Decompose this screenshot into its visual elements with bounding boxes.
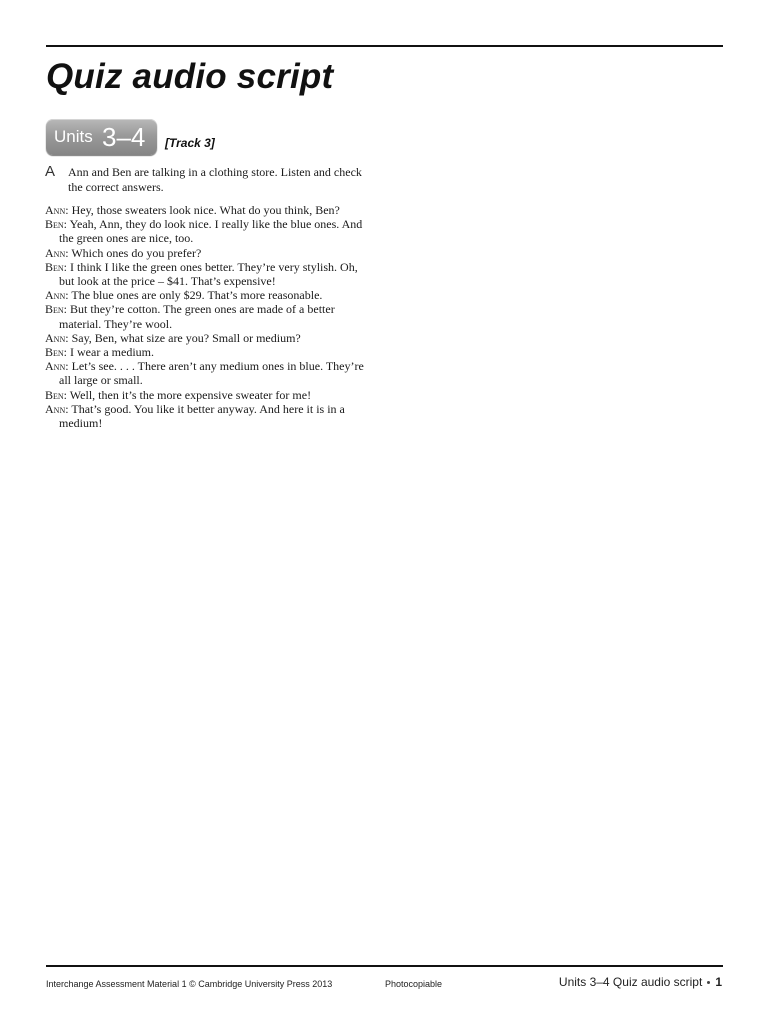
script-line: Ben: I wear a medium.: [45, 345, 154, 360]
script-line: Ben: Well, then it’s the more expensive sweater for me!: [45, 387, 312, 402]
speaker-name: Ann: [45, 203, 66, 217]
dialogue-text: The blue ones are only $29. That’s more reasonable.: [71, 288, 323, 303]
script-line: Ben: But they’re cotton. The green ones are made of a better material. They’re wool.: [45, 302, 335, 331]
dialogue-text: That’s good. You like it better anyway. And here it is in a medium!: [59, 401, 345, 431]
bottom-rule: [46, 965, 723, 967]
page-number: 1: [715, 975, 722, 989]
speaker-name: Ann: [45, 401, 66, 416]
speaker-name: Ben: [45, 302, 64, 317]
dialogue-text: Let’s see. . . . There aren’t any medium ones in blue. They’re all large or small.: [59, 359, 364, 388]
audio-script: [45, 203, 375, 430]
speaker-name: Ann: [45, 330, 66, 345]
track-label: [Track 3]: [165, 136, 215, 150]
section-instruction: Ann and Ben are talking in a clothing store. Listen and check the correct answers.: [68, 165, 362, 194]
speaker-name: Ben: [45, 217, 64, 232]
units-tab-range: 3–4: [102, 122, 146, 152]
dialogue-text: I wear a medium.: [70, 345, 154, 360]
speaker-name: Ann: [45, 288, 66, 303]
dialogue-text: Hey, those sweaters look nice. What do you think, Ben?: [71, 203, 340, 217]
footer-separator-dot: [707, 981, 710, 984]
script-line: Ben: Yeah, Ann, they do look nice. I really like the blue ones. And the green ones are nice, too.: [45, 217, 363, 246]
top-rule: [46, 45, 723, 47]
speaker-name: Ann: [45, 245, 66, 260]
speaker-name: Ben: [45, 387, 64, 402]
section-letter: A: [45, 163, 56, 180]
script-line: Ann: The blue ones are only $29. That’s more reasonable.: [45, 288, 323, 303]
footer-photocopiable: Photocopiable: [385, 979, 443, 989]
script-line: Ann: Say, Ben, what size are you? Small or medium?: [45, 330, 301, 345]
speaker-name: Ann: [45, 359, 66, 374]
footer-copyright: Interchange Assessment Material 1 © Cambridge University Press 2013: [46, 979, 333, 989]
dialogue-text: Yeah, Ann, they do look nice. I really like the blue ones. And the green ones are nice, too.: [59, 217, 363, 246]
page-title: Quiz audio script: [46, 57, 334, 96]
dialogue-text: Which ones do you prefer?: [71, 245, 202, 260]
speaker-name: Ben: [45, 345, 64, 360]
units-tab-word: Units: [54, 127, 93, 146]
script-line: Ann: Let’s see. . . . There aren’t any medium ones in blue. They’re all large or small.: [45, 359, 364, 388]
units-tab: [46, 119, 157, 155]
footer-section-title: Units 3–4 Quiz audio script: [558, 975, 703, 989]
dialogue-text: I think I like the green ones better. They’re very stylish. Oh, but look at the price – $41. That’s expensive!: [59, 259, 358, 289]
script-line: Ann: That’s good. You like it better anyway. And here it is in a medium!: [45, 401, 345, 431]
script-line: Ann: Hey, those sweaters look nice. What do you think, Ben?: [45, 203, 340, 217]
dialogue-text: But they’re cotton. The green ones are made of a better material. They’re wool.: [59, 302, 335, 331]
script-line: Ben: I think I like the green ones better. They’re very stylish. Oh, but look at the price – $41. That’s expensive!: [45, 259, 358, 289]
footer-page-label: [559, 975, 722, 989]
script-line: Ann: Which ones do you prefer?: [45, 245, 202, 260]
speaker-name: Ben: [45, 259, 64, 274]
dialogue-text: Well, then it’s the more expensive sweater for me!: [69, 387, 312, 402]
dialogue-text: Say, Ben, what size are you? Small or medium?: [71, 330, 301, 345]
